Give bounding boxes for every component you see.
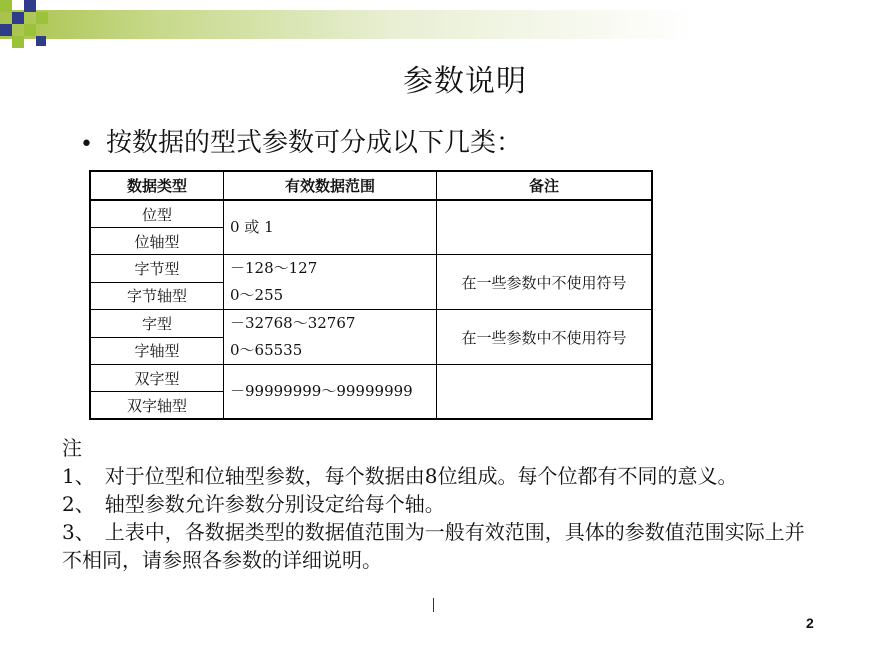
notes-section xyxy=(62,434,822,574)
range-value: 0 或 1 xyxy=(230,218,274,236)
table-header-row xyxy=(90,171,652,200)
parameter-table xyxy=(89,170,653,420)
type-cell: 字轴型 xyxy=(90,337,224,365)
note-item: 1、 对于位型和位轴型参数，每个数据由8位组成。每个位都有不同的意义。 xyxy=(62,464,738,488)
page-number: 2 xyxy=(806,615,814,631)
range-value: 0～255 xyxy=(230,286,284,304)
bullet-line xyxy=(80,122,522,159)
range-value: －128～127 xyxy=(230,259,318,277)
header-range: 有效数据范围 xyxy=(224,171,437,200)
note-cell: 在一些参数中不使用符号 xyxy=(437,255,653,310)
table-row xyxy=(90,200,652,228)
note-item: 3、 上表中，各数据类型的数据值范围为一般有效范围，具体的参数值范围实际上并不相同，请参照各参数的详细说明。 xyxy=(62,520,805,572)
type-cell: 双字轴型 xyxy=(90,392,224,420)
range-value: －32768～32767 xyxy=(230,314,356,332)
note-cell xyxy=(437,200,653,255)
range-cell xyxy=(224,365,437,420)
header-note: 备注 xyxy=(437,171,653,200)
table-row xyxy=(90,365,652,392)
bullet-text: 按数据的型式参数可分成以下几类： xyxy=(106,128,523,158)
type-cell: 字节型 xyxy=(90,255,224,283)
type-cell: 位轴型 xyxy=(90,228,224,255)
header-band xyxy=(0,10,870,39)
note-item: 2、 轴型参数允许参数分别设定给每个轴。 xyxy=(62,492,445,516)
slide-title: 参数说明 xyxy=(403,64,527,99)
range-cell xyxy=(224,310,437,365)
table-row xyxy=(90,255,652,283)
type-cell: 字节轴型 xyxy=(90,282,224,310)
notes-heading: 注 xyxy=(62,436,82,460)
range-cell xyxy=(224,255,437,310)
header-type: 数据类型 xyxy=(90,171,224,200)
range-cell xyxy=(224,200,437,255)
type-cell: 双字型 xyxy=(90,365,224,392)
type-cell: 字型 xyxy=(90,310,224,338)
type-cell: 位型 xyxy=(90,200,224,228)
text-cursor-mark xyxy=(433,598,434,612)
note-cell xyxy=(437,365,653,420)
bullet-dot-icon: • xyxy=(80,132,93,157)
range-value: 0～65535 xyxy=(230,341,303,359)
note-cell: 在一些参数中不使用符号 xyxy=(437,310,653,365)
table-row xyxy=(90,310,652,338)
range-value: －99999999～99999999 xyxy=(230,382,413,400)
